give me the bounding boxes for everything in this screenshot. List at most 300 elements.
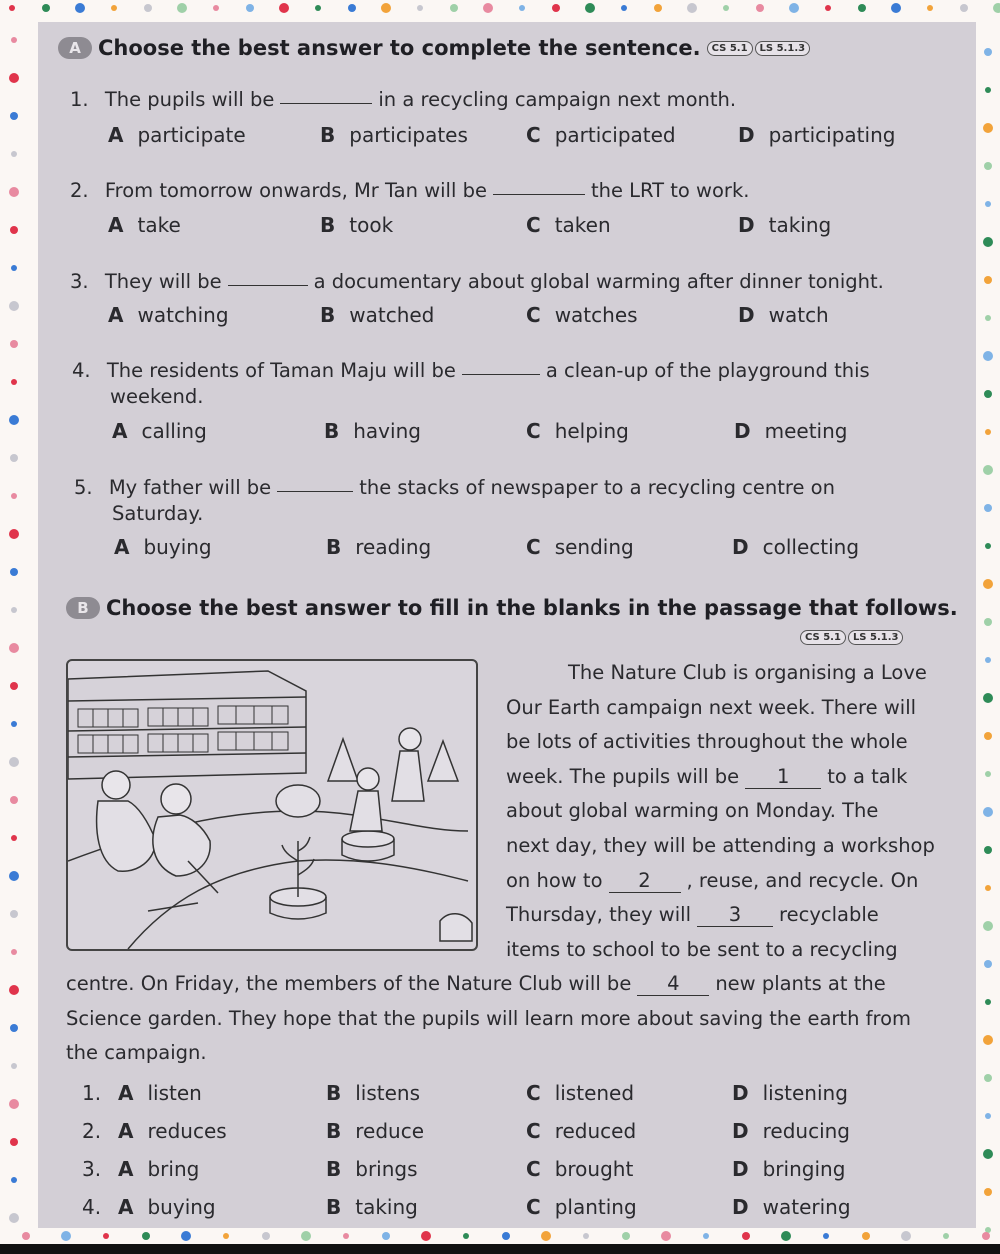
option-text: reduce [355, 1119, 425, 1143]
decorative-dot [142, 1232, 150, 1240]
option-a [118, 1195, 216, 1219]
worksheet-page [38, 22, 976, 1228]
decorative-dot [144, 4, 152, 12]
option-letter: B [320, 213, 336, 237]
option-letter: D [734, 419, 751, 443]
decorative-dot [984, 618, 992, 626]
decorative-dot [103, 1233, 109, 1239]
decorative-dot [9, 301, 19, 311]
decorative-dot [417, 5, 423, 11]
decorative-dot [585, 3, 595, 13]
option-text: taking [355, 1195, 418, 1219]
option-letter: C [526, 1119, 541, 1143]
decorative-dot [687, 3, 697, 13]
question-5-continued: Saturday. [112, 502, 204, 525]
decorative-dot [9, 5, 15, 11]
option-text: sending [554, 535, 634, 559]
decorative-dot [181, 1231, 191, 1241]
passage-line [506, 760, 946, 795]
illustration-school-garden [66, 659, 478, 951]
answer-blank [493, 193, 585, 195]
decorative-dot [781, 1231, 791, 1241]
decorative-dot [11, 607, 17, 613]
decorative-dot [960, 4, 968, 12]
decorative-dot [983, 237, 993, 247]
decorative-dot [983, 693, 993, 703]
option-text: watches [554, 303, 638, 327]
option-letter: A [118, 1195, 134, 1219]
option-d [738, 123, 895, 147]
question-text: The pupils will be [104, 88, 275, 111]
decorative-dot [11, 721, 17, 727]
answer-blank [277, 490, 353, 492]
question-text: They will be [104, 270, 222, 293]
option-text: participated [554, 123, 676, 147]
decorative-dot [552, 4, 560, 12]
option-text: bringing [762, 1157, 846, 1181]
question-text: a documentary about global warming after dinner tonight. [313, 270, 884, 293]
decorative-dot [381, 3, 391, 13]
decorative-dot [703, 1233, 709, 1239]
question-2 [70, 179, 749, 202]
decorative-dot [75, 3, 85, 13]
section-a-tag-ls: LS 5.1.3 [755, 41, 811, 56]
decorative-dot [463, 1233, 469, 1239]
decorative-dot [984, 960, 992, 968]
option-text: watch [768, 303, 829, 327]
decorative-dot [985, 543, 991, 549]
option-letter: D [738, 303, 755, 327]
option-letter: B [326, 1081, 342, 1105]
option-text: listened [554, 1081, 635, 1105]
answer-number: 1. [82, 1081, 102, 1105]
option-d [738, 213, 831, 237]
question-5 [74, 476, 835, 499]
decorative-dot [9, 529, 19, 539]
passage-line: about global warming on Monday. The [506, 799, 879, 823]
decorative-dot [10, 1024, 18, 1032]
option-letter: A [108, 123, 124, 147]
decorative-dot [927, 5, 933, 11]
bottom-edge-bar [0, 1244, 1000, 1254]
option-letter: C [526, 1081, 541, 1105]
option-text: participate [137, 123, 246, 147]
option-a [114, 535, 212, 559]
option-letter: A [112, 419, 128, 443]
decorative-dot [583, 1233, 589, 1239]
option-letter: A [108, 213, 124, 237]
answer-number: 2. [82, 1119, 102, 1143]
decorative-dot [984, 162, 992, 170]
decorative-dot [983, 807, 993, 817]
option-d [732, 1195, 851, 1219]
section-a-heading [58, 36, 810, 60]
option-letter: A [118, 1157, 134, 1181]
decorative-dot [984, 504, 992, 512]
decorative-dot [10, 340, 18, 348]
decorative-dot [421, 1231, 431, 1241]
decorative-dot [10, 796, 18, 804]
option-text: brings [355, 1157, 418, 1181]
option-letter: B [326, 1157, 342, 1181]
option-letter: D [738, 213, 755, 237]
option-text: take [137, 213, 181, 237]
question-4 [72, 359, 870, 382]
decorative-dot [9, 1099, 19, 1109]
passage-line [506, 864, 946, 899]
decorative-dot [943, 1233, 949, 1239]
passage-right-column [506, 656, 946, 967]
section-b-tags [794, 630, 903, 645]
decorative-dot [177, 3, 187, 13]
option-text: watering [762, 1195, 851, 1219]
passage-line [506, 898, 946, 933]
decorative-dot [483, 3, 493, 13]
decorative-dot [9, 643, 19, 653]
option-text: reading [355, 535, 432, 559]
option-text: participating [768, 123, 896, 147]
option-letter: B [326, 535, 342, 559]
decorative-dot [862, 1232, 870, 1240]
decorative-dot [9, 871, 19, 881]
decorative-dot [10, 226, 18, 234]
option-d [734, 419, 847, 443]
decorative-dot [9, 415, 19, 425]
option-d [738, 303, 829, 327]
decorative-dot [279, 3, 289, 13]
section-b-title: Choose the best answer to fill in the blanks in the passage that follows. [106, 596, 958, 620]
option-letter: A [108, 303, 124, 327]
option-d [732, 1081, 848, 1105]
option-text: having [353, 419, 421, 443]
section-b-badge: B [66, 597, 100, 619]
passage-full-width [66, 967, 956, 1071]
decorative-dot [983, 123, 993, 133]
decorative-dot [11, 379, 17, 385]
decorative-dot [10, 1138, 18, 1146]
question-text: in a recycling campaign next month. [378, 88, 737, 111]
decorative-dot [10, 568, 18, 576]
decorative-dot [9, 985, 19, 995]
answer-blank [280, 102, 372, 104]
decorative-dot [789, 3, 799, 13]
option-text: took [349, 213, 394, 237]
question-number: 2. [70, 179, 89, 202]
decorative-dot [61, 1231, 71, 1241]
passage-text: recyclable [779, 903, 879, 927]
decorative-dot [42, 4, 50, 12]
option-text: calling [141, 419, 207, 443]
decorative-dot [984, 48, 992, 56]
option-letter: C [526, 419, 541, 443]
decorative-dot [11, 151, 17, 157]
decorative-dot [22, 1232, 30, 1240]
decorative-dot [9, 757, 19, 767]
section-a-tag-cs: CS 5.1 [707, 41, 753, 56]
answer-row-1 [82, 1081, 101, 1105]
decorative-dot [985, 885, 991, 891]
decorative-dot [985, 999, 991, 1005]
decorative-dot [301, 1231, 311, 1241]
decorative-dot [983, 579, 993, 589]
decorative-dot [9, 187, 19, 197]
decorative-dot [985, 1113, 991, 1119]
option-b [326, 1081, 420, 1105]
decorative-dot [621, 5, 627, 11]
option-text: collecting [762, 535, 860, 559]
question-number: 1. [70, 88, 89, 111]
decorative-dot [622, 1232, 630, 1240]
option-text: buying [143, 535, 212, 559]
answer-blank [462, 373, 540, 375]
option-text: meeting [764, 419, 848, 443]
decorative-dot [742, 1232, 750, 1240]
decorative-dot [984, 276, 992, 284]
option-text: listens [355, 1081, 421, 1105]
decorative-dot [348, 4, 356, 12]
decorative-dot [502, 1232, 510, 1240]
option-text: reduced [554, 1119, 637, 1143]
option-letter: D [732, 1195, 749, 1219]
option-c [526, 1157, 633, 1181]
decorative-dot [343, 1233, 349, 1239]
decorative-dot [661, 1231, 671, 1241]
answer-blank [228, 284, 308, 286]
passage-line: Science garden. They hope that the pupils will learn more about saving the earth from [66, 1006, 912, 1030]
option-letter: C [526, 303, 541, 327]
section-b-heading [66, 596, 958, 620]
option-text: watched [349, 303, 435, 327]
decorative-dot [984, 732, 992, 740]
question-4-continued: weekend. [110, 385, 204, 408]
question-text: the LRT to work. [590, 179, 750, 202]
decorative-dot [450, 4, 458, 12]
option-a [118, 1119, 227, 1143]
option-text: planting [554, 1195, 637, 1219]
option-letter: B [326, 1119, 342, 1143]
question-3 [70, 270, 884, 293]
option-a [112, 419, 207, 443]
question-text: a clean-up of the playground this [545, 359, 870, 382]
decorative-dot [901, 1231, 911, 1241]
passage-blank-3: 3 [697, 904, 773, 927]
option-d [732, 535, 859, 559]
option-a [118, 1157, 199, 1181]
option-letter: D [732, 1119, 749, 1143]
decorative-dot [11, 949, 17, 955]
option-letter: B [326, 1195, 342, 1219]
option-a [118, 1081, 202, 1105]
option-c [526, 1195, 637, 1219]
answer-number: 4. [82, 1195, 102, 1219]
decorative-dot [11, 37, 17, 43]
section-a-title: Choose the best answer to complete the sentence. [98, 36, 701, 60]
decorative-dot [982, 1232, 990, 1240]
option-letter: C [526, 1157, 541, 1181]
decorative-dot [825, 5, 831, 11]
option-d [732, 1119, 850, 1143]
option-text: taken [554, 213, 611, 237]
option-b [320, 123, 468, 147]
decorative-dot [10, 910, 18, 918]
decorative-dot [983, 465, 993, 475]
decorative-dot [723, 5, 729, 11]
decorative-dot [11, 493, 17, 499]
passage-line: Our Earth campaign next week. There will [506, 695, 917, 719]
decorative-dot [10, 454, 18, 462]
option-c [526, 213, 611, 237]
decorative-dot [985, 771, 991, 777]
decorative-dot [985, 429, 991, 435]
decorative-dot [541, 1231, 551, 1241]
passage-text: new plants at the [715, 972, 886, 995]
option-c [526, 303, 638, 327]
option-text: brought [554, 1157, 634, 1181]
decorative-dot [11, 835, 17, 841]
section-a-badge: A [58, 37, 92, 59]
passage-text: centre. On Friday, the members of the Nature Club will be [66, 972, 632, 995]
option-c [526, 1081, 634, 1105]
question-text: My father will be [108, 476, 272, 499]
decorative-dot [315, 5, 321, 11]
option-letter: C [526, 1195, 541, 1219]
passage-line: The Nature Club is organising a Love [568, 661, 927, 684]
option-letter: C [526, 535, 541, 559]
option-letter: D [732, 1157, 749, 1181]
question-text: The residents of Taman Maju will be [106, 359, 456, 382]
passage-text: to a talk [827, 764, 908, 788]
option-a [108, 303, 229, 327]
section-b-tag-cs: CS 5.1 [800, 630, 846, 645]
option-letter: D [738, 123, 755, 147]
option-b [320, 213, 393, 237]
question-number: 4. [72, 359, 91, 382]
decorative-dot [983, 921, 993, 931]
passage-blank-1: 1 [745, 766, 821, 789]
decorative-dot [756, 4, 764, 12]
option-letter: C [526, 123, 541, 147]
passage-line: be lots of activities throughout the whole [506, 730, 908, 754]
decorative-dot [246, 4, 254, 12]
passage-text: week. The pupils will be [506, 764, 740, 788]
option-letter: B [324, 419, 340, 443]
option-text: buying [147, 1195, 216, 1219]
option-text: listen [147, 1081, 202, 1105]
option-c [526, 419, 629, 443]
answer-number: 3. [82, 1157, 102, 1181]
decorative-dot [9, 1213, 19, 1223]
passage-line: items to school to be sent to a recycling [506, 937, 898, 961]
decorative-dot [823, 1233, 829, 1239]
option-text: participates [349, 123, 468, 147]
decorative-dot [519, 5, 525, 11]
option-letter: B [320, 123, 336, 147]
passage-blank-4: 4 [637, 973, 709, 996]
option-b [326, 1157, 418, 1181]
option-b [326, 1195, 418, 1219]
decorative-dot [985, 657, 991, 663]
option-text: reducing [762, 1119, 850, 1143]
answer-row-4 [82, 1195, 101, 1219]
decorative-dot [654, 4, 662, 12]
decorative-dot [985, 315, 991, 321]
decorative-dot [9, 73, 19, 83]
option-a [108, 123, 246, 147]
option-text: reduces [147, 1119, 227, 1143]
option-text: helping [554, 419, 629, 443]
option-letter: D [732, 1081, 749, 1105]
decorative-dot [891, 3, 901, 13]
passage-line: the campaign. [66, 1041, 207, 1065]
passage-blank-2: 2 [609, 870, 681, 893]
decorative-dot [983, 1149, 993, 1159]
decorative-dot [858, 4, 866, 12]
decorative-dot [213, 5, 219, 11]
option-text: listening [762, 1081, 848, 1105]
decorative-dot [11, 265, 17, 271]
question-text: From tomorrow onwards, Mr Tan will be [104, 179, 487, 202]
option-d [732, 1157, 845, 1181]
decorative-dot [262, 1232, 270, 1240]
decorative-dot [984, 846, 992, 854]
option-text: bring [147, 1157, 200, 1181]
option-b [320, 303, 434, 327]
decorative-dot [11, 1177, 17, 1183]
question-text: the stacks of newspaper to a recycling centre on [359, 476, 835, 499]
question-1 [70, 88, 736, 111]
decorative-dot [984, 1074, 992, 1082]
decorative-dot [983, 351, 993, 361]
passage-text: , reuse, and recycle. On [686, 868, 919, 892]
option-b [326, 1119, 424, 1143]
option-letter: A [114, 535, 130, 559]
option-text: watching [137, 303, 229, 327]
answer-row-2 [82, 1119, 101, 1143]
option-c [526, 1119, 636, 1143]
decorative-dot [10, 112, 18, 120]
option-a [108, 213, 181, 237]
decorative-dot [10, 682, 18, 690]
decorative-dot [985, 201, 991, 207]
option-letter: D [732, 535, 749, 559]
option-letter: A [118, 1119, 134, 1143]
decorative-dot [984, 390, 992, 398]
section-b-tag-ls: LS 5.1.3 [848, 630, 904, 645]
passage-line: next day, they will be attending a workshop [506, 833, 935, 857]
decorative-dot [382, 1232, 390, 1240]
passage-text: Thursday, they will [506, 903, 692, 927]
decorative-dot [993, 3, 1000, 13]
question-number: 5. [74, 476, 93, 499]
option-b [324, 419, 421, 443]
decorative-dot [984, 1188, 992, 1196]
answer-row-3 [82, 1157, 101, 1181]
passage-line [66, 967, 956, 1002]
decorative-dot [223, 1233, 229, 1239]
option-text: taking [768, 213, 832, 237]
option-c [526, 123, 676, 147]
question-number: 3. [70, 270, 89, 293]
option-letter: A [118, 1081, 134, 1105]
decorative-dot [11, 1063, 17, 1069]
decorative-dot [985, 87, 991, 93]
decorative-dot [983, 1035, 993, 1045]
option-c [526, 535, 634, 559]
decorative-dot [111, 5, 117, 11]
option-b [326, 535, 431, 559]
school-garden-drawing [68, 661, 476, 949]
passage-text: on how to [506, 868, 603, 892]
